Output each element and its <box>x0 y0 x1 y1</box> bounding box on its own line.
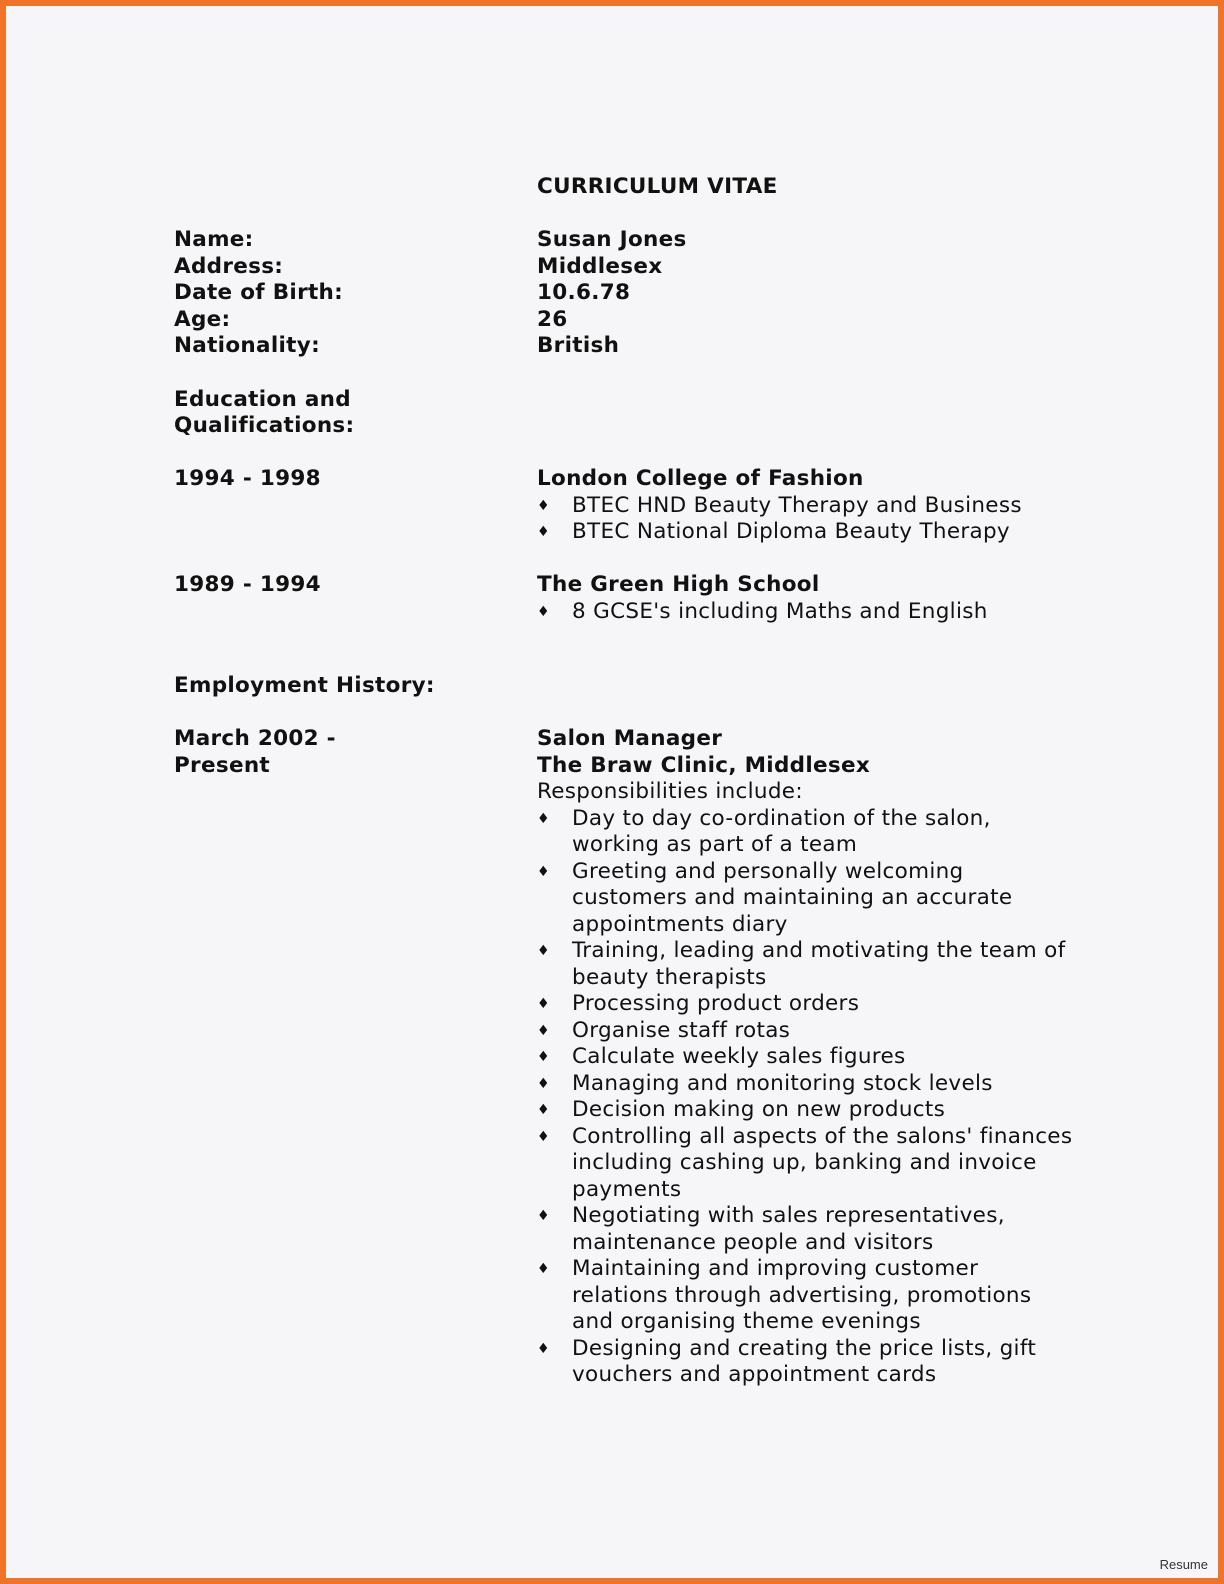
responsibility-line: Decision making on new products <box>572 1097 946 1122</box>
responsibility-line: Negotiating with sales representatives, <box>572 1203 1005 1228</box>
name-label: Name: <box>174 227 254 252</box>
responsibility-line: Organise staff rotas <box>572 1018 791 1043</box>
address-label: Address: <box>174 254 284 279</box>
responsibility-line: Managing and monitoring stock levels <box>572 1071 993 1096</box>
responsibility-line: Processing product orders <box>572 991 860 1016</box>
age-value: 26 <box>537 307 568 332</box>
responsibility-line: customers and maintaining an accurate <box>572 885 1013 910</box>
bullet-icon: ♦ <box>537 996 550 1012</box>
employment-dates: March 2002 - <box>174 726 336 751</box>
responsibility-line: including cashing up, banking and invoice <box>572 1150 1037 1175</box>
responsibility-line: relations through advertising, promotions <box>572 1283 1032 1308</box>
bullet-icon: ♦ <box>537 1023 550 1039</box>
responsibility-line: and organising theme evenings <box>572 1309 921 1334</box>
bullet-icon: ♦ <box>537 943 550 959</box>
bullet-icon: ♦ <box>537 524 550 540</box>
bullet-icon: ♦ <box>537 1261 550 1277</box>
responsibility-line: Calculate weekly sales figures <box>572 1044 906 1069</box>
responsibility-line: Greeting and personally welcoming <box>572 859 964 884</box>
responsibility-line: Day to day co-ordination of the salon, <box>572 806 991 831</box>
employment-dates-cont: Present <box>174 753 271 778</box>
responsibility-line: vouchers and appointment cards <box>572 1362 937 1387</box>
responsibility-line: maintenance people and visitors <box>572 1230 934 1255</box>
responsibility-line: beauty therapists <box>572 965 767 990</box>
qualification-item: BTEC National Diploma Beauty Therapy <box>572 519 1010 544</box>
nationality-value: British <box>537 333 620 358</box>
education-institution: London College of Fashion <box>537 466 864 491</box>
education-dates: 1989 - 1994 <box>174 572 321 597</box>
responsibility-line: Training, leading and motivating the team of <box>572 938 1066 963</box>
employer: The Braw Clinic, Middlesex <box>537 753 871 778</box>
responsibility-line: Designing and creating the price lists, gift <box>572 1336 1037 1361</box>
name-value: Susan Jones <box>537 227 687 252</box>
job-title: Salon Manager <box>537 726 723 751</box>
responsibility-line: working as part of a team <box>572 832 858 857</box>
bullet-icon: ♦ <box>537 498 550 514</box>
address-value: Middlesex <box>537 254 663 279</box>
responsibility-line: payments <box>572 1177 682 1202</box>
qualification-item: BTEC HND Beauty Therapy and Business <box>572 493 1022 518</box>
bullet-icon: ♦ <box>537 1049 550 1065</box>
education-dates: 1994 - 1998 <box>174 466 321 491</box>
document-title: CURRICULUM VITAE <box>537 174 778 199</box>
resume-watermark: Resume <box>1159 1557 1208 1572</box>
responsibility-line: Controlling all aspects of the salons' finances <box>572 1124 1073 1149</box>
bullet-icon: ♦ <box>537 1102 550 1118</box>
age-label: Age: <box>174 307 231 332</box>
bullet-icon: ♦ <box>537 864 550 880</box>
nationality-label: Nationality: <box>174 333 320 358</box>
qualification-item: 8 GCSE's including Maths and English <box>572 599 988 624</box>
dob-label: Date of Birth: <box>174 280 344 305</box>
employment-heading: Employment History: <box>174 673 435 698</box>
responsibility-line: Maintaining and improving customer <box>572 1256 979 1281</box>
responsibility-line: appointments diary <box>572 912 788 937</box>
education-institution: The Green High School <box>537 572 820 597</box>
bullet-icon: ♦ <box>537 1341 550 1357</box>
bullet-icon: ♦ <box>537 1208 550 1224</box>
bullet-icon: ♦ <box>537 604 550 620</box>
bullet-icon: ♦ <box>537 1076 550 1092</box>
education-heading: Education and <box>174 387 351 412</box>
responsibilities-intro: Responsibilities include: <box>537 779 803 804</box>
education-heading-cont: Qualifications: <box>174 413 355 438</box>
dob-value: 10.6.78 <box>537 280 631 305</box>
bullet-icon: ♦ <box>537 811 550 827</box>
bullet-icon: ♦ <box>537 1129 550 1145</box>
